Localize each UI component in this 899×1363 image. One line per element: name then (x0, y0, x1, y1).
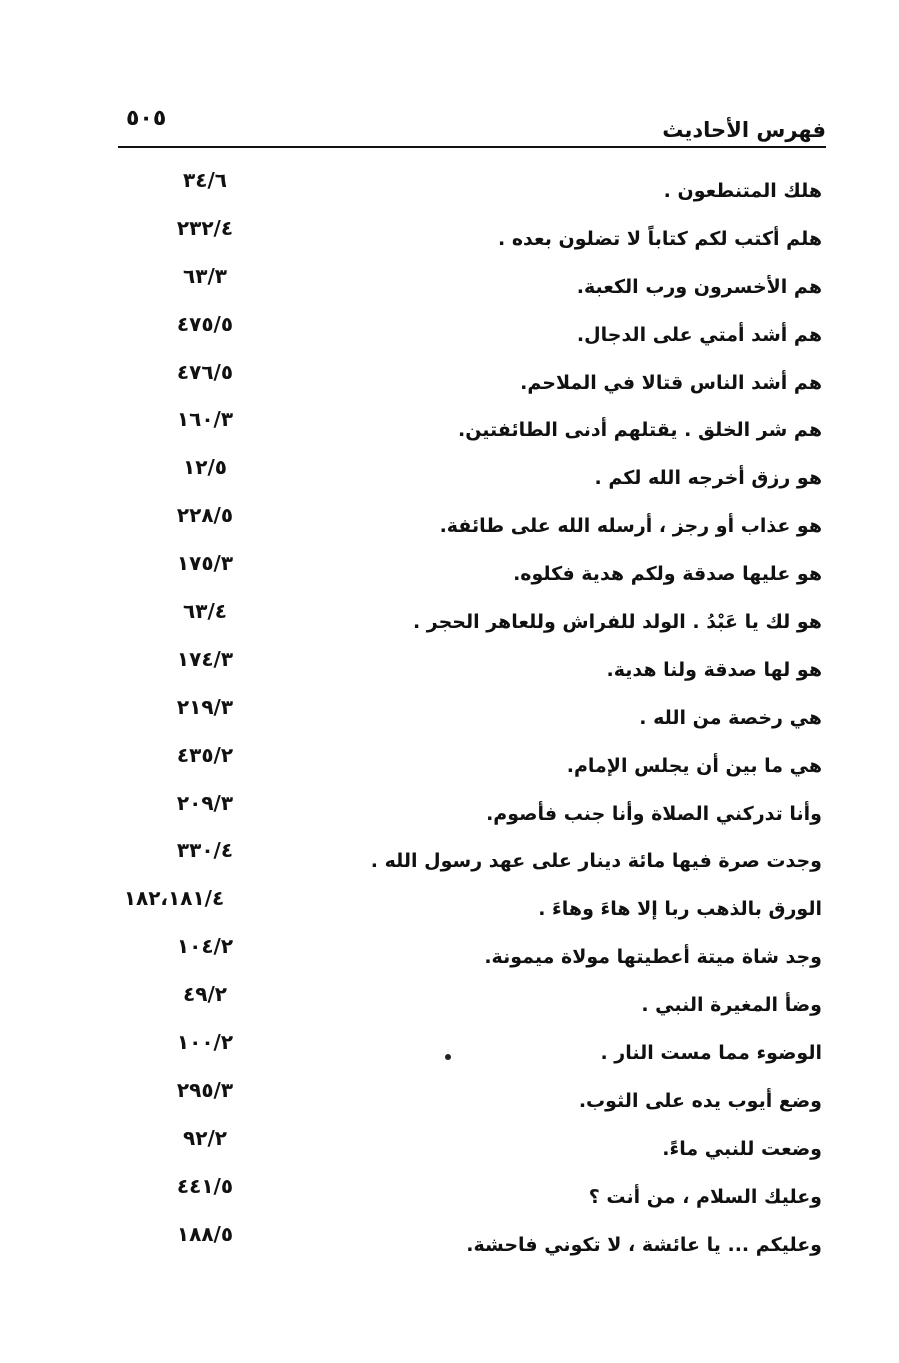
volume-page-ref: ٦٣/٣ (183, 263, 227, 288)
volume-page-ref: ٢٠٩/٣ (176, 790, 234, 815)
volume-page-ref: ٢١٩/٣ (176, 694, 234, 719)
hadith-text: وضأ المغيرة النبي . (641, 994, 822, 1017)
hadith-text: وضعت للنبي ماءً. (662, 1137, 822, 1160)
page-number: ٥٠٥ (126, 106, 167, 131)
index-entry (100, 783, 830, 831)
hadith-text: هو لها صدقة ولنا هدية. (606, 658, 822, 681)
volume-page-ref: ١٨٢،١٨١/٤ (123, 886, 225, 911)
index-entry (100, 735, 830, 783)
index-entry (100, 447, 830, 495)
hadith-text: وعليكم ... يا عائشة ، لا تكوني فاحشة. (466, 1233, 822, 1256)
index-entry (100, 495, 830, 543)
volume-page-ref: ٣٣٠/٤ (176, 838, 234, 863)
hadith-text: هلك المتنطعون . (663, 180, 822, 202)
volume-page-ref: ٤٩/٢ (183, 982, 227, 1007)
hadith-text: هو رزق أخرجه الله لكم . (594, 467, 822, 490)
volume-page-ref: ١٠٠/٢ (176, 1030, 234, 1055)
hadith-text: هم أشد أمتي على الدجال. (576, 323, 822, 346)
index-entry (100, 543, 830, 591)
index-entry (100, 208, 830, 256)
hadith-text: وعليك السلام ، من أنت ؟ (588, 1185, 822, 1208)
index-entry (100, 1118, 830, 1166)
section-title: فهرس الأحاديث (662, 118, 826, 142)
index-entry (100, 639, 830, 687)
index-entry (100, 399, 830, 447)
hadith-index-list (100, 160, 830, 1261)
index-entry (100, 1166, 830, 1214)
hadith-text: هم الأخسرون ورب الكعبة. (576, 275, 822, 298)
hadith-text: هلم أكتب لكم كتاباً لا تضلون بعده . (497, 227, 822, 250)
page-header (118, 100, 826, 148)
index-entry (100, 160, 830, 208)
hadith-text: هو عذاب أو رجز ، أرسله الله على طائفة. (439, 515, 822, 538)
volume-page-ref: ٢٢٨/٥ (176, 503, 234, 528)
hadith-text: هم شر الخلق . يقتلهم أدنى الطائفتين. (457, 419, 822, 442)
scan-speck (445, 1054, 451, 1060)
volume-page-ref: ١٦٠/٣ (176, 407, 234, 432)
volume-page-ref: ٤٧٥/٥ (176, 311, 234, 336)
volume-page-ref: ٩٢/٢ (183, 1125, 227, 1150)
hadith-text: هي ما بين أن يجلس الإمام. (566, 754, 822, 777)
hadith-text: هي رخصة من الله . (639, 706, 822, 729)
index-entry (100, 830, 830, 878)
index-entry (100, 1022, 830, 1070)
index-entry (100, 926, 830, 974)
volume-page-ref: ٦٣/٤ (183, 599, 227, 624)
volume-page-ref: ١٨٨/٥ (176, 1221, 234, 1246)
index-entry (100, 304, 830, 352)
volume-page-ref: ٤٧٦/٥ (176, 359, 234, 384)
index-entry (100, 1214, 830, 1262)
hadith-text: وجدت صرة فيها مائة دينار على عهد رسول الله . (370, 850, 822, 873)
hadith-text: الوضوء مما مست النار . (600, 1042, 822, 1065)
index-entry (100, 352, 830, 400)
hadith-text: الورق بالذهب ربا إلا هاءَ وهاءَ . (538, 898, 822, 921)
volume-page-ref: ١٠٤/٢ (176, 934, 234, 959)
index-entry (100, 974, 830, 1022)
index-entry (100, 687, 830, 735)
hadith-text: هو لك يا عَبْدُ . الولد للفراش وللعاهر الحجر . (412, 611, 822, 634)
volume-page-ref: ١٧٥/٣ (176, 551, 234, 576)
volume-page-ref: ٣٤/٦ (183, 168, 227, 192)
volume-page-ref: ٢٩٥/٣ (176, 1077, 234, 1102)
volume-page-ref: ١٢/٥ (183, 455, 227, 480)
hadith-text: وجد شاة ميتة أعطيتها مولاة ميمونة. (484, 946, 822, 969)
volume-page-ref: ٤٤١/٥ (176, 1173, 234, 1198)
index-entry (100, 878, 830, 926)
hadith-text: هو عليها صدقة ولكم هدية فكلوه. (513, 563, 822, 586)
hadith-text: وضع أيوب يده على الثوب. (578, 1089, 822, 1112)
volume-page-ref: ١٧٤/٣ (176, 646, 234, 671)
volume-page-ref: ٢٣٢/٤ (176, 215, 234, 240)
hadith-text: هم أشد الناس قتالا في الملاحم. (520, 371, 822, 394)
volume-page-ref: ٤٣٥/٢ (176, 742, 234, 767)
index-entry (100, 256, 830, 304)
index-entry (100, 1070, 830, 1118)
hadith-text: وأنا تدركني الصلاة وأنا جنب فأصوم. (486, 802, 822, 825)
index-entry (100, 591, 830, 639)
